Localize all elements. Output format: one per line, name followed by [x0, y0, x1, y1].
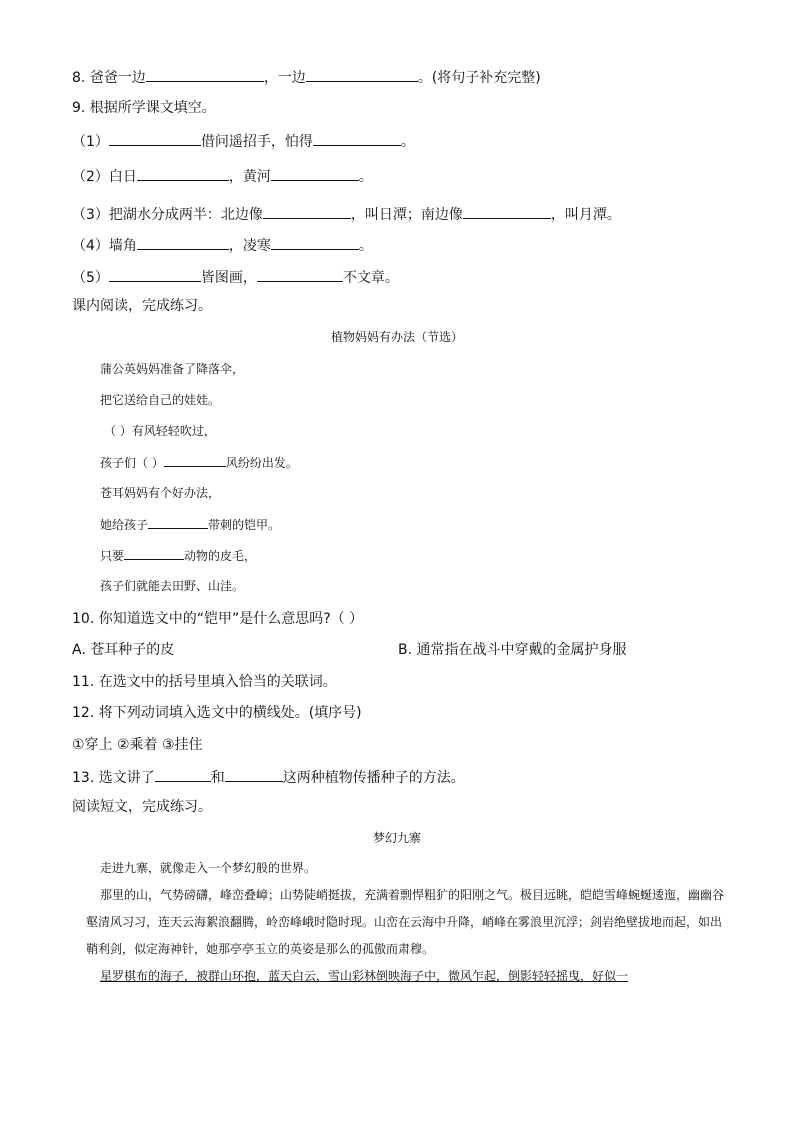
answer-blank[interactable] — [146, 66, 264, 82]
answer-blank[interactable] — [263, 203, 351, 219]
q9-1-c: 。 — [400, 134, 415, 150]
q9-5-c: 不文章。 — [342, 270, 399, 286]
poem-text: 带刺的铠甲。 — [208, 518, 281, 532]
q13-a: 13. 选文讲了 — [72, 770, 155, 786]
reading-2-intro: 阅读短文，完成练习。 — [72, 799, 212, 815]
poem-line: 苍耳妈妈有个好办法， — [100, 486, 221, 500]
q9-5-a: （5） — [72, 270, 109, 286]
answer-blank[interactable] — [257, 266, 343, 282]
q13-c: 这两种植物传播种子的方法。 — [282, 770, 465, 786]
q9-2-b: ，黄河 — [228, 169, 271, 185]
q8-mid: ，一边 — [263, 70, 306, 86]
question-13 — [72, 766, 465, 788]
poem-line — [100, 546, 256, 565]
answer-blank[interactable] — [271, 165, 359, 181]
option-b[interactable]: B. 通常指在战斗中穿戴的金属护身服 — [398, 642, 627, 658]
answer-blank[interactable] — [137, 165, 229, 181]
q8-suffix: 。(将句子补充完整) — [417, 70, 541, 86]
q9-4-b: ，凌寒 — [228, 238, 271, 254]
question-9-4 — [72, 234, 373, 256]
poem-line — [100, 515, 280, 534]
question-9-title: 9. 根据所学课文填空。 — [72, 100, 216, 116]
poem-text: 孩子们（ ） — [100, 456, 164, 470]
poem-line: 蒲公英妈妈准备了降落伞， — [100, 362, 245, 376]
question-9-2 — [72, 165, 373, 187]
answer-blank[interactable] — [124, 546, 184, 560]
answer-blank[interactable] — [225, 766, 283, 782]
paragraph: 走进九寨，就像走入一个梦幻般的世界。 — [100, 861, 317, 875]
answer-blank[interactable] — [306, 66, 418, 82]
q9-4-a: （4）墙角 — [72, 238, 137, 254]
reading-2-title: 梦幻九寨 — [372, 831, 421, 845]
q9-4-c: 。 — [358, 238, 373, 254]
poem-text: 只要 — [100, 549, 125, 563]
question-12: 12. 将下列动词填入选文中的横线处。(填序号) — [72, 705, 362, 721]
answer-blank[interactable] — [313, 130, 401, 146]
q9-2-c: 。 — [358, 169, 373, 185]
q9-3-c: ，叫月潭。 — [550, 207, 621, 223]
paragraph-underlined: 星罗棋布的海子，被群山环抱，蓝天白云，雪山彩林倒映海子中，微风乍起，倒影轻轻摇曳，好似一 — [100, 969, 629, 983]
poem-line: 把它送给自己的娃娃。 — [100, 393, 221, 407]
poem-line: 孩子们就能去田野、山洼。 — [100, 579, 245, 593]
q8-prefix: 8. 爸爸一边 — [72, 70, 146, 86]
q9-5-b: 皆图画， — [200, 270, 257, 286]
poem-text: 她给孩子 — [100, 518, 149, 532]
poem-text: 动物的皮毛， — [184, 549, 257, 563]
poem-text: 风纷纷出发。 — [225, 456, 298, 470]
answer-blank[interactable] — [164, 453, 226, 467]
q9-1-b: 借问遥招手，怕得 — [200, 134, 313, 150]
answer-blank[interactable] — [109, 130, 201, 146]
reading-1-title: 植物妈妈有办法（节选） — [330, 330, 463, 344]
poem-line — [100, 453, 298, 472]
poem-line: （ ）有风轻轻吹过， — [104, 424, 216, 438]
reading-1-intro: 课内阅读，完成练习。 — [72, 298, 212, 314]
q9-1-a: （1） — [72, 134, 109, 150]
option-a[interactable]: A. 苍耳种子的皮 — [72, 642, 175, 658]
answer-blank[interactable] — [137, 234, 229, 250]
question-9-3 — [72, 203, 621, 225]
q9-2-a: （2）白日 — [72, 169, 137, 185]
answer-blank[interactable] — [463, 203, 551, 219]
question-8 — [72, 66, 541, 88]
q13-b: 和 — [210, 770, 225, 786]
answer-blank[interactable] — [271, 234, 359, 250]
question-9-5 — [72, 266, 399, 288]
paragraph: 那里的山，气势磅礴，峰峦叠嶂；山势陡峭挺拔，充满着剽悍粗犷的阳刚之气。极目远眺，皑皑雪峰蜿蜒逶迤，幽幽谷壑清风习习，连天云海絮浪翻腾，岭峦峰峨时隐时现。山峦在云海中升降，峭峰在雾浪里沉浮；剑岩绝壁拔地而起，如出鞘利剑，似定海神针，她那亭亭玉立的英姿是那么的孤傲而肃穆。 — [86, 888, 725, 956]
question-11: 11. 在选文中的括号里填入恰当的关联词。 — [72, 674, 337, 690]
q9-3-a: （3）把湖水分成两半：北边像 — [72, 207, 263, 223]
q9-3-b: ，叫日潭；南边像 — [350, 207, 463, 223]
question-9-1 — [72, 130, 415, 152]
question-12-options: ①穿上 ②乘着 ③挂住 — [72, 737, 203, 753]
answer-blank[interactable] — [155, 766, 211, 782]
answer-blank[interactable] — [109, 266, 201, 282]
answer-blank[interactable] — [148, 515, 208, 529]
question-10: 10. 你知道选文中的“铠甲”是什么意思吗?（ ） — [72, 611, 364, 627]
